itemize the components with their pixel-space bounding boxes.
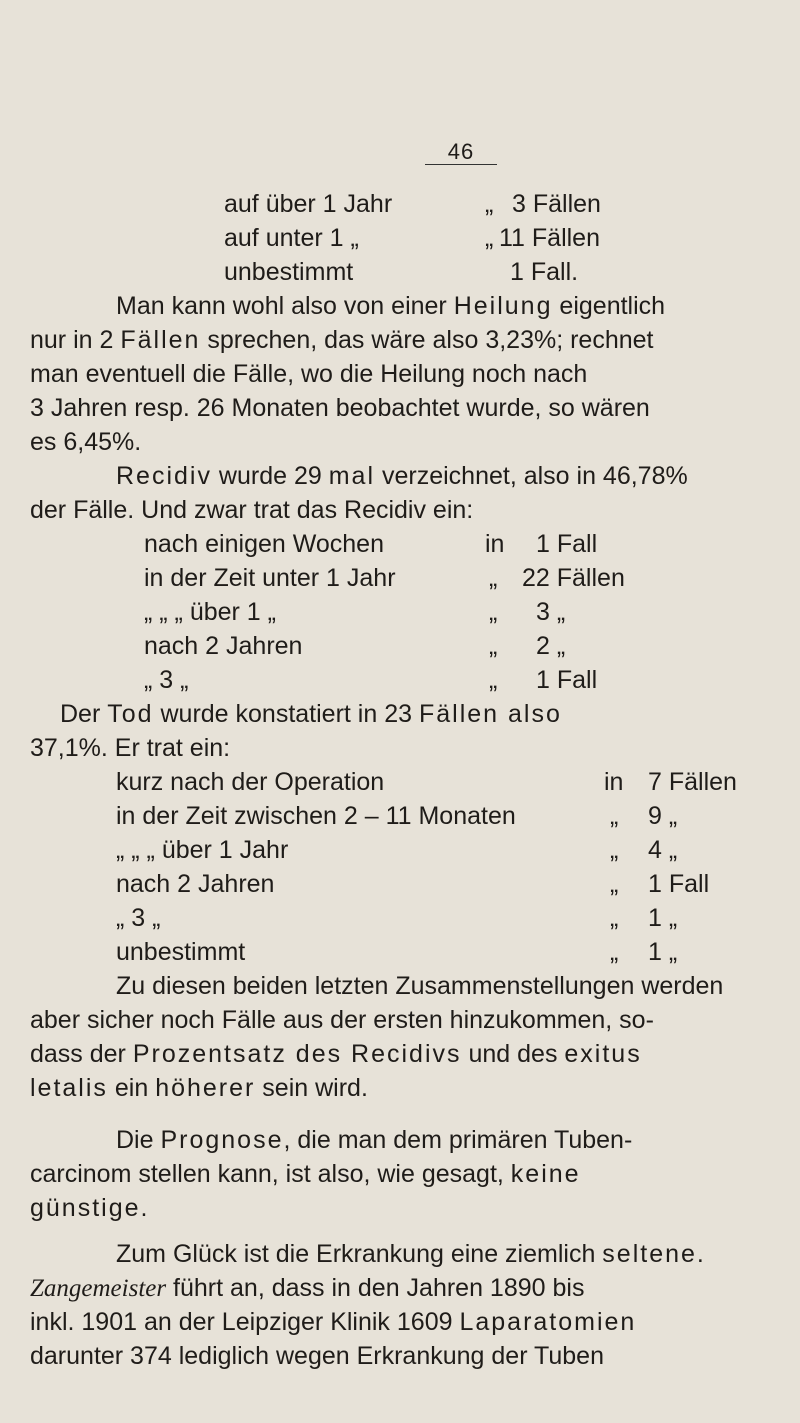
death-table [30,765,772,969]
text-segment: 1 „ [648,904,678,932]
table-row [30,867,772,901]
text-segment: nach 2 Jahren [116,870,275,898]
text-segment: „ [610,802,619,830]
table-row [30,663,772,697]
paragraph-healing [30,289,772,459]
text-segment: günstige [30,1194,141,1222]
text-segment: nach einigen Wochen [144,530,384,558]
text-segment: es 6,45%. [30,428,142,456]
text-segment: „ [489,632,498,660]
text-segment: 3 „ [536,598,566,626]
text-segment: „ [610,904,619,932]
text-segment: Zu diesen beiden letzten Zusammenstellungen werden [116,972,724,1000]
table-row [30,561,772,595]
paragraph-frequency [30,1237,772,1373]
text-segment: „ „ „ über 1 Jahr [116,836,289,864]
table-row [30,595,772,629]
text-segment: , die man dem primären Tuben- [283,1126,633,1154]
text-segment: Zum Glück ist die Erkrankung eine ziemlich [116,1240,603,1268]
table-row [30,221,772,255]
text-segment: exitus [564,1040,642,1068]
text-segment: „ [489,598,498,626]
table-row [30,833,772,867]
text-segment: nach 2 Jahren [144,632,303,660]
text-segment: und des [461,1040,565,1068]
table-row [30,935,772,969]
text-segment: „ [610,836,619,864]
text-segment: dass der [30,1040,133,1068]
text-segment: eigentlich [552,292,666,320]
text-segment: unbestimmt [116,938,246,966]
text-segment: 22 Fällen [522,564,625,592]
table-row [30,765,772,799]
text-segment: in [485,530,505,558]
text-segment: ein [107,1074,156,1102]
text-segment: darunter 374 lediglich wegen Erkrankung der Tuben [30,1342,604,1370]
text-segment: 9 „ [648,802,678,830]
table-row [30,187,772,221]
text-segment: 4 „ [648,836,678,864]
text-segment: 2 „ [536,632,566,660]
text-segment: Heilung [453,292,553,320]
table-row [30,799,772,833]
text-segment: wurde 29 [211,462,329,490]
text-segment: keine [510,1160,581,1188]
paragraph-death [30,697,772,765]
text-segment: „ [610,870,619,898]
text-segment: aber sicher noch Fälle aus der ersten hinzukommen, so- [30,1006,654,1034]
text-segment: letalis [30,1074,108,1102]
text-segment: 3 Jahren resp. 26 Monaten beobachtet wurde, so wären [30,394,650,422]
text-segment: 1 Fall [536,666,598,694]
text-segment: 1 Fall. [510,258,579,286]
text-segment: auf unter 1 „ [224,224,359,252]
text-segment: 7 Fällen [648,768,737,796]
text-segment: Laparatomien [459,1308,637,1336]
text-segment: kurz nach der Operation [116,768,385,796]
text-segment: der Fälle. Und zwar trat das Recidiv ein: [30,496,474,524]
text-segment: verzeichnet, also in 46,78% [375,462,688,490]
text-segment: höherer [155,1074,256,1102]
text-segment: carcinom stellen kann, ist also, wie gesagt, [30,1160,511,1188]
table-row [30,255,772,289]
text-segment: Zangemeister [30,1275,167,1302]
text-segment: 3 Fällen [512,190,601,218]
table-row [30,527,772,561]
text-segment: „ [485,224,494,252]
text-segment: Prozentsatz des Recidivs [132,1040,462,1068]
text-segment: . [140,1194,148,1222]
text-segment: „ [485,190,494,218]
text-segment: Der [60,700,108,728]
text-segment: „ 3 „ [116,904,161,932]
text-segment: „ [489,564,498,592]
text-segment: sein wird. [255,1074,368,1102]
text-segment: 1 Fall [648,870,710,898]
text-segment: „ „ „ über 1 „ [144,598,276,626]
text-segment: „ 3 „ [144,666,189,694]
paragraph-prognosis [30,1123,772,1225]
text-segment: Fällen also [418,700,562,728]
table-row [30,901,772,935]
text-segment: 37,1%. Er trat ein: [30,734,231,762]
text-segment: in der Zeit zwischen 2 – 11 Monaten [116,802,516,830]
text-segment: Recidiv [116,462,212,490]
text-segment: . [696,1240,704,1268]
text-segment: man eventuell die Fälle, wo die Heilung noch nach [30,360,588,388]
text-segment: nur in 2 [30,326,121,354]
text-segment: „ [489,666,498,694]
text-segment: in der Zeit unter 1 Jahr [144,564,396,592]
text-segment: Fällen [120,326,201,354]
text-segment: „ [610,938,619,966]
text-segment: Man kann wohl also von einer [116,292,454,320]
text-segment: inkl. 1901 an der Leipziger Klinik 1609 [30,1308,460,1336]
text-segment: wurde konstatiert in 23 [153,700,419,728]
text-segment: 11 Fällen [499,224,600,252]
recidiv-table [30,527,772,697]
text-segment: mal [328,462,376,490]
text-segment: in [604,768,624,796]
text-segment: 1 Fall [536,530,598,558]
text-segment: auf über 1 Jahr [224,190,393,218]
stay-table [30,187,772,289]
text-segment: seltene [602,1240,697,1268]
text-segment: 1 „ [648,938,678,966]
text-segment: unbestimmt [224,258,354,286]
text-segment: Die [116,1126,161,1154]
text-segment: führt an, dass in den Jahren 1890 bis [166,1274,585,1302]
page-text [30,187,772,1373]
text-segment: sprechen, das wäre also 3,23%; rechnet [200,326,654,354]
page-number: 46 [425,142,497,165]
paragraph-recidiv [30,459,772,527]
text-segment: Tod [107,700,154,728]
text-segment: Prognose [160,1126,284,1154]
table-row [30,629,772,663]
paragraph-summary [30,969,772,1105]
